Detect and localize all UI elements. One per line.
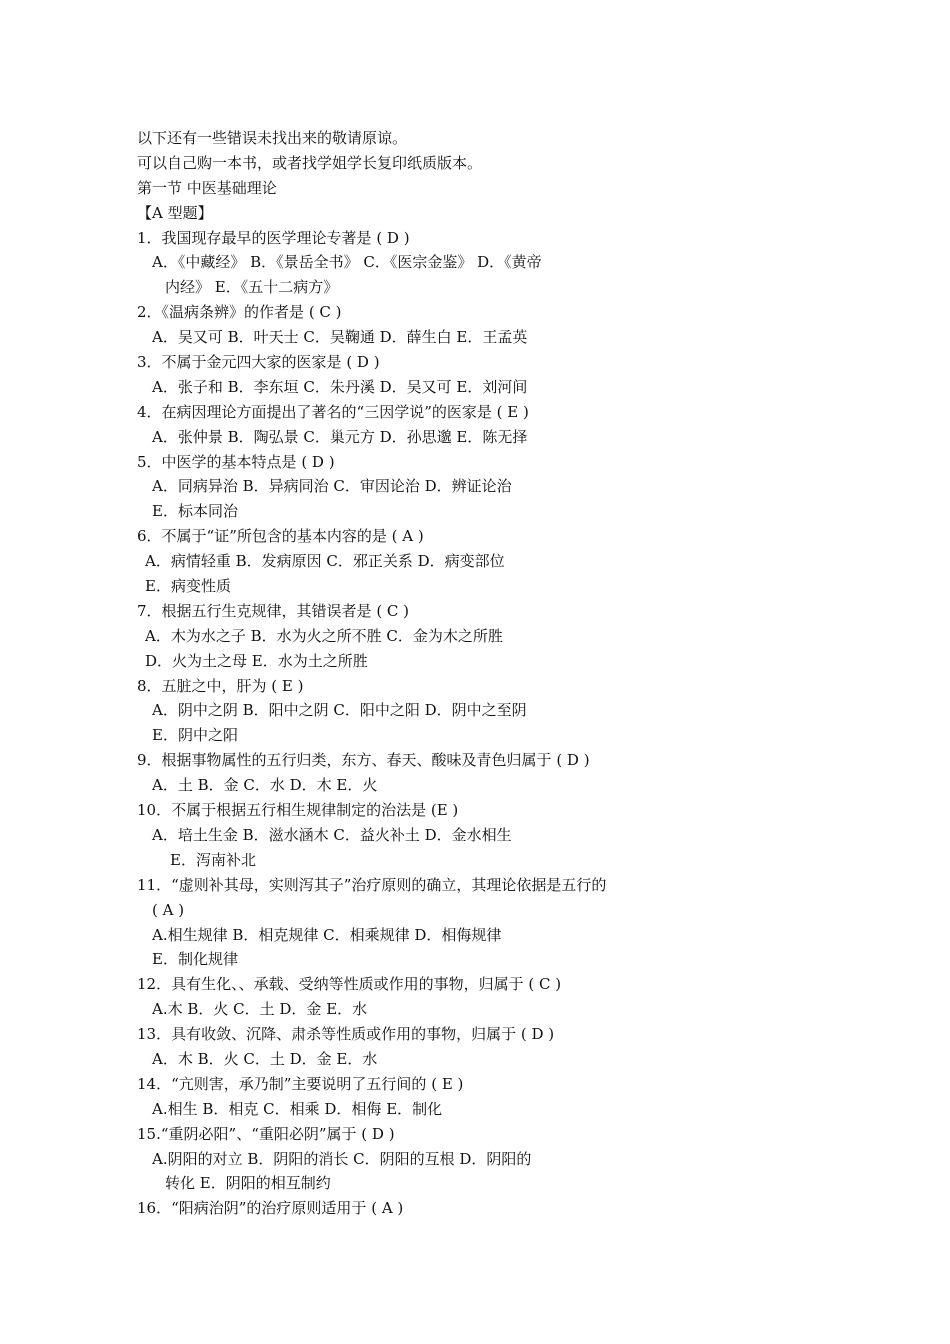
section-title: 第一节 中医基础理论 bbox=[137, 178, 277, 197]
question-3-options: A．张子和 B．李东垣 C．朱丹溪 D．吴又可 E．刘河间 bbox=[152, 377, 528, 396]
question-11-options-cont: E．制化规律 bbox=[152, 950, 238, 969]
question-12: 12．具有生化、、承载、受纳等性质或作用的事物，归属于 ( C ) bbox=[137, 975, 562, 994]
question-6-options-cont: E．病变性质 bbox=[145, 577, 231, 596]
question-13: 13．具有收敛、沉降、肃杀等性质或作用的事物，归属于 ( D ) bbox=[137, 1025, 555, 1044]
question-13-options: A．木 B．火 C．土 D．金 E．水 bbox=[152, 1049, 378, 1068]
question-2: 2．《温病条辨》的作者是 ( C ) bbox=[137, 303, 342, 322]
question-14: 14．“亢则害，承乃制”主要说明了五行间的 ( E ) bbox=[137, 1074, 464, 1093]
question-11: 11．“虚则补其母，实则泻其子”治疗原则的确立，其理论依据是五行的 bbox=[137, 875, 607, 894]
question-7-options-cont: D．火为土之母 E．水为土之所胜 bbox=[145, 651, 368, 670]
question-14-options: A.相生 B．相克 C．相乘 D．相侮 E．制化 bbox=[152, 1099, 443, 1118]
question-5-options: A．同病异治 B．异病同治 C．审因论治 D．辨证论治 bbox=[152, 477, 512, 496]
question-9-options: A．土 B．金 C．水 D．木 E．火 bbox=[152, 776, 378, 795]
question-16: 16．“阳病治阴”的治疗原则适用于 ( A ) bbox=[137, 1199, 404, 1218]
question-3: 3．不属于金元四大家的医家是 ( D ) bbox=[137, 353, 380, 372]
question-15-options-cont: 转化 E．阴阳的相互制约 bbox=[165, 1174, 331, 1193]
question-8-options: A．阴中之阴 B．阳中之阴 C．阳中之阳 D．阴中之至阴 bbox=[152, 701, 527, 720]
question-10-options-cont: E．泻南补北 bbox=[170, 850, 256, 869]
question-5-options-cont: E．标本同治 bbox=[152, 502, 238, 521]
question-1: 1．我国现存最早的医学理论专著是 ( D ) bbox=[137, 228, 410, 247]
question-2-options: A．吴又可 B．叶天士 C．吴鞠通 D．薛生白 E．王孟英 bbox=[152, 328, 528, 347]
question-6: 6．不属于“证”所包含的基本内容的是 ( A ) bbox=[137, 527, 424, 546]
question-11-options: A.相生规律 B．相克规律 C．相乘规律 D．相侮规律 bbox=[152, 925, 502, 944]
document-body bbox=[137, 126, 697, 1221]
question-15-options: A.阴阳的对立 B．阴阳的消长 C．阴阳的互根 D．阴阳的 bbox=[152, 1149, 532, 1168]
question-1-options-cont: 内经》 E．《五十二病方》 bbox=[165, 278, 339, 297]
intro-line-2: 可以自己购一本书，或者找学姐学长复印纸质版本。 bbox=[137, 153, 483, 172]
question-4: 4．在病因理论方面提出了著名的“三因学说”的医家是 ( E ) bbox=[137, 402, 529, 421]
question-5: 5．中医学的基本特点是 ( D ) bbox=[137, 452, 335, 471]
question-7: 7．根据五行生克规律，其错误者是 ( C ) bbox=[137, 601, 410, 620]
question-10: 10．不属于根据五行相生规律制定的治法是 (E ) bbox=[137, 801, 459, 820]
question-11-answer: ( A ) bbox=[152, 900, 185, 919]
question-7-options: A．木为水之子 B．水为火之所不胜 C．金为木之所胜 bbox=[145, 626, 503, 645]
question-10-options: A．培土生金 B．滋水涵木 C．益火补土 D．金水相生 bbox=[152, 825, 512, 844]
question-6-options: A．病情轻重 B．发病原因 C．邪正关系 D．病变部位 bbox=[145, 552, 505, 571]
question-8: 8．五脏之中，肝为 ( E ) bbox=[137, 676, 304, 695]
intro-line-1: 以下还有一些错误未找出来的敬请原谅。 bbox=[137, 129, 408, 147]
question-12-options: A.木 B．火 C．土 D．金 E．水 bbox=[152, 1000, 368, 1019]
question-1-options: A．《中藏经》 B．《景岳全书》 C．《医宗金鉴》 D．《黄帝 bbox=[152, 253, 542, 272]
question-9: 9．根据事物属性的五行归类，东方、春天、酸味及青色归属于 ( D ) bbox=[137, 751, 590, 770]
question-15: 15.“重阴必阳”、“重阳必阴”属于 ( D ) bbox=[137, 1124, 395, 1143]
question-type-heading: 【A 型题】 bbox=[137, 203, 213, 222]
question-4-options: A．张仲景 B．陶弘景 C．巢元方 D．孙思邈 E．陈无择 bbox=[152, 427, 528, 446]
question-8-options-cont: E．阴中之阳 bbox=[152, 726, 238, 745]
